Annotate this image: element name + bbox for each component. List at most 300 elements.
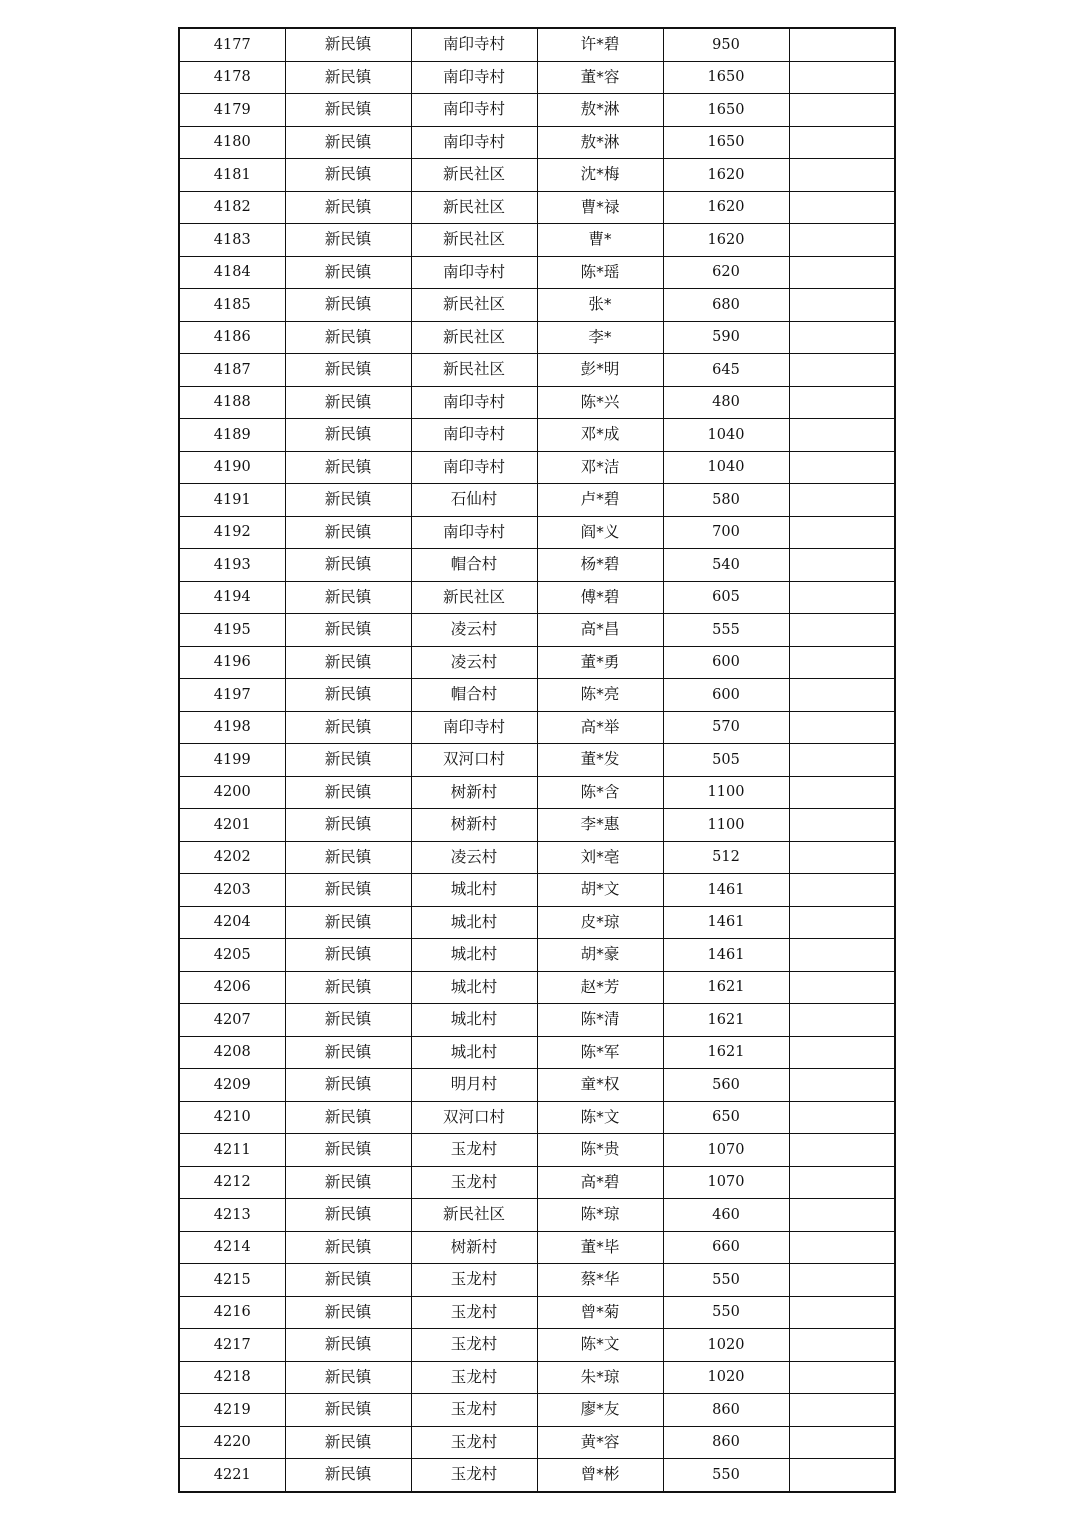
cell-village: 南印寺村 (411, 386, 537, 419)
cell-village: 城北村 (411, 939, 537, 972)
cell-amount: 1100 (663, 776, 789, 809)
cell-serial-number: 4183 (179, 224, 285, 257)
table-row (179, 28, 895, 61)
cell-person-name: 胡*文 (537, 874, 663, 907)
cell-note (789, 1199, 895, 1232)
cell-amount: 1650 (663, 126, 789, 159)
table-row (179, 451, 895, 484)
cell-amount: 650 (663, 1101, 789, 1134)
cell-town: 新民镇 (285, 1101, 411, 1134)
table-row (179, 841, 895, 874)
cell-person-name: 刘*亳 (537, 841, 663, 874)
cell-note (789, 256, 895, 289)
cell-town: 新民镇 (285, 516, 411, 549)
cell-note (789, 841, 895, 874)
cell-town: 新民镇 (285, 159, 411, 192)
cell-note (789, 419, 895, 452)
cell-town: 新民镇 (285, 451, 411, 484)
cell-note (789, 1459, 895, 1492)
cell-amount: 1070 (663, 1134, 789, 1167)
cell-serial-number: 4182 (179, 191, 285, 224)
cell-person-name: 董*毕 (537, 1231, 663, 1264)
cell-town: 新民镇 (285, 1166, 411, 1199)
cell-amount: 860 (663, 1426, 789, 1459)
cell-note (789, 1394, 895, 1427)
cell-serial-number: 4204 (179, 906, 285, 939)
cell-town: 新民镇 (285, 386, 411, 419)
cell-town: 新民镇 (285, 1394, 411, 1427)
table-row (179, 126, 895, 159)
cell-town: 新民镇 (285, 224, 411, 257)
cell-village: 新民社区 (411, 321, 537, 354)
cell-amount: 540 (663, 549, 789, 582)
cell-village: 南印寺村 (411, 419, 537, 452)
cell-person-name: 董*发 (537, 744, 663, 777)
cell-note (789, 28, 895, 61)
cell-note (789, 1101, 895, 1134)
cell-amount: 680 (663, 289, 789, 322)
cell-note (789, 711, 895, 744)
table-row (179, 971, 895, 1004)
cell-note (789, 1361, 895, 1394)
cell-amount: 605 (663, 581, 789, 614)
cell-amount: 550 (663, 1459, 789, 1492)
cell-village: 明月村 (411, 1069, 537, 1102)
cell-town: 新民镇 (285, 744, 411, 777)
cell-village: 树新村 (411, 1231, 537, 1264)
cell-person-name: 曾*菊 (537, 1296, 663, 1329)
cell-village: 玉龙村 (411, 1166, 537, 1199)
table-row (179, 61, 895, 94)
cell-town: 新民镇 (285, 256, 411, 289)
cell-amount: 512 (663, 841, 789, 874)
cell-town: 新民镇 (285, 841, 411, 874)
cell-village: 新民社区 (411, 289, 537, 322)
cell-town: 新民镇 (285, 61, 411, 94)
cell-note (789, 906, 895, 939)
table-row (179, 1459, 895, 1492)
cell-village: 南印寺村 (411, 28, 537, 61)
cell-village: 城北村 (411, 874, 537, 907)
table-row (179, 386, 895, 419)
cell-serial-number: 4195 (179, 614, 285, 647)
cell-person-name: 陈*瑶 (537, 256, 663, 289)
cell-town: 新民镇 (285, 321, 411, 354)
cell-amount: 1461 (663, 906, 789, 939)
table-row (179, 711, 895, 744)
cell-person-name: 曹*禄 (537, 191, 663, 224)
cell-person-name: 黄*容 (537, 1426, 663, 1459)
cell-village: 玉龙村 (411, 1459, 537, 1492)
cell-town: 新民镇 (285, 1264, 411, 1297)
table-row (179, 94, 895, 127)
cell-person-name: 陈*贵 (537, 1134, 663, 1167)
table-row (179, 354, 895, 387)
cell-person-name: 陈*军 (537, 1036, 663, 1069)
cell-note (789, 1004, 895, 1037)
table-row (179, 484, 895, 517)
cell-amount: 860 (663, 1394, 789, 1427)
cell-amount: 1070 (663, 1166, 789, 1199)
cell-serial-number: 4189 (179, 419, 285, 452)
cell-village: 新民社区 (411, 354, 537, 387)
cell-note (789, 1166, 895, 1199)
cell-village: 玉龙村 (411, 1329, 537, 1362)
cell-village: 玉龙村 (411, 1134, 537, 1167)
cell-note (789, 679, 895, 712)
table-row (179, 1361, 895, 1394)
cell-person-name: 陈*亮 (537, 679, 663, 712)
cell-village: 南印寺村 (411, 126, 537, 159)
cell-serial-number: 4220 (179, 1426, 285, 1459)
cell-amount: 550 (663, 1264, 789, 1297)
cell-person-name: 胡*豪 (537, 939, 663, 972)
table-row (179, 1329, 895, 1362)
cell-village: 玉龙村 (411, 1426, 537, 1459)
cell-person-name: 傅*碧 (537, 581, 663, 614)
table-row (179, 1101, 895, 1134)
cell-amount: 600 (663, 646, 789, 679)
cell-person-name: 陈*兴 (537, 386, 663, 419)
cell-serial-number: 4219 (179, 1394, 285, 1427)
cell-person-name: 阎*义 (537, 516, 663, 549)
table-row (179, 614, 895, 647)
cell-note (789, 289, 895, 322)
table-row (179, 1426, 895, 1459)
cell-amount: 1621 (663, 1004, 789, 1037)
cell-village: 新民社区 (411, 159, 537, 192)
cell-person-name: 敖*淋 (537, 94, 663, 127)
cell-note (789, 126, 895, 159)
cell-village: 南印寺村 (411, 94, 537, 127)
cell-serial-number: 4201 (179, 809, 285, 842)
cell-person-name: 董*容 (537, 61, 663, 94)
cell-person-name: 许*碧 (537, 28, 663, 61)
cell-amount: 550 (663, 1296, 789, 1329)
cell-person-name: 曹* (537, 224, 663, 257)
table-row (179, 646, 895, 679)
cell-person-name: 蔡*华 (537, 1264, 663, 1297)
cell-serial-number: 4178 (179, 61, 285, 94)
table-row (179, 581, 895, 614)
table-row (179, 744, 895, 777)
cell-note (789, 809, 895, 842)
cell-amount: 570 (663, 711, 789, 744)
cell-note (789, 874, 895, 907)
cell-person-name: 赵*芳 (537, 971, 663, 1004)
cell-village: 树新村 (411, 776, 537, 809)
cell-village: 石仙村 (411, 484, 537, 517)
cell-amount: 1020 (663, 1361, 789, 1394)
cell-village: 凌云村 (411, 614, 537, 647)
table-row (179, 1004, 895, 1037)
cell-town: 新民镇 (285, 1004, 411, 1037)
table-row (179, 1264, 895, 1297)
cell-amount: 1461 (663, 939, 789, 972)
cell-village: 城北村 (411, 1004, 537, 1037)
cell-serial-number: 4191 (179, 484, 285, 517)
cell-note (789, 94, 895, 127)
cell-village: 帽合村 (411, 679, 537, 712)
cell-amount: 1040 (663, 451, 789, 484)
cell-person-name: 敖*淋 (537, 126, 663, 159)
cell-amount: 480 (663, 386, 789, 419)
cell-town: 新民镇 (285, 419, 411, 452)
table-row (179, 419, 895, 452)
cell-person-name: 杨*碧 (537, 549, 663, 582)
cell-person-name: 高*举 (537, 711, 663, 744)
table-row (179, 224, 895, 257)
cell-village: 南印寺村 (411, 256, 537, 289)
cell-serial-number: 4205 (179, 939, 285, 972)
cell-village: 双河口村 (411, 744, 537, 777)
cell-amount: 1620 (663, 159, 789, 192)
cell-serial-number: 4185 (179, 289, 285, 322)
cell-serial-number: 4206 (179, 971, 285, 1004)
cell-amount: 620 (663, 256, 789, 289)
cell-town: 新民镇 (285, 1036, 411, 1069)
cell-note (789, 939, 895, 972)
subsidy-list-table (178, 27, 896, 1493)
cell-village: 玉龙村 (411, 1361, 537, 1394)
cell-note (789, 971, 895, 1004)
cell-person-name: 陈*文 (537, 1329, 663, 1362)
table-row (179, 191, 895, 224)
cell-town: 新民镇 (285, 191, 411, 224)
cell-note (789, 1296, 895, 1329)
table-row (179, 256, 895, 289)
cell-town: 新民镇 (285, 906, 411, 939)
cell-serial-number: 4207 (179, 1004, 285, 1037)
cell-village: 凌云村 (411, 841, 537, 874)
table-row (179, 1199, 895, 1232)
cell-note (789, 321, 895, 354)
cell-town: 新民镇 (285, 28, 411, 61)
cell-town: 新民镇 (285, 614, 411, 647)
cell-person-name: 邓*洁 (537, 451, 663, 484)
table-row (179, 874, 895, 907)
cell-town: 新民镇 (285, 939, 411, 972)
table-row (179, 159, 895, 192)
cell-note (789, 646, 895, 679)
cell-amount: 1621 (663, 1036, 789, 1069)
table-row (179, 776, 895, 809)
cell-note (789, 191, 895, 224)
cell-serial-number: 4202 (179, 841, 285, 874)
cell-village: 玉龙村 (411, 1394, 537, 1427)
cell-note (789, 159, 895, 192)
cell-village: 南印寺村 (411, 61, 537, 94)
cell-town: 新民镇 (285, 1134, 411, 1167)
cell-note (789, 776, 895, 809)
cell-town: 新民镇 (285, 1329, 411, 1362)
cell-serial-number: 4197 (179, 679, 285, 712)
cell-amount: 1100 (663, 809, 789, 842)
table-row (179, 1166, 895, 1199)
cell-village: 新民社区 (411, 581, 537, 614)
cell-town: 新民镇 (285, 1426, 411, 1459)
cell-person-name: 李*惠 (537, 809, 663, 842)
table-body (179, 28, 895, 1492)
table-row (179, 1134, 895, 1167)
cell-town: 新民镇 (285, 126, 411, 159)
cell-amount: 700 (663, 516, 789, 549)
cell-amount: 555 (663, 614, 789, 647)
cell-village: 玉龙村 (411, 1296, 537, 1329)
cell-town: 新民镇 (285, 1231, 411, 1264)
table-row (179, 1394, 895, 1427)
cell-person-name: 彭*明 (537, 354, 663, 387)
cell-serial-number: 4179 (179, 94, 285, 127)
cell-person-name: 董*勇 (537, 646, 663, 679)
cell-note (789, 1231, 895, 1264)
cell-note (789, 516, 895, 549)
cell-serial-number: 4212 (179, 1166, 285, 1199)
cell-serial-number: 4193 (179, 549, 285, 582)
cell-amount: 1020 (663, 1329, 789, 1362)
cell-serial-number: 4196 (179, 646, 285, 679)
cell-village: 南印寺村 (411, 516, 537, 549)
cell-note (789, 451, 895, 484)
cell-note (789, 224, 895, 257)
cell-note (789, 614, 895, 647)
cell-amount: 645 (663, 354, 789, 387)
cell-village: 双河口村 (411, 1101, 537, 1134)
table-row (179, 1231, 895, 1264)
cell-person-name: 张* (537, 289, 663, 322)
cell-serial-number: 4221 (179, 1459, 285, 1492)
cell-note (789, 1134, 895, 1167)
cell-serial-number: 4188 (179, 386, 285, 419)
cell-person-name: 廖*友 (537, 1394, 663, 1427)
cell-serial-number: 4190 (179, 451, 285, 484)
cell-amount: 1650 (663, 61, 789, 94)
table-row (179, 1296, 895, 1329)
cell-amount: 1461 (663, 874, 789, 907)
cell-amount: 1040 (663, 419, 789, 452)
cell-town: 新民镇 (285, 1069, 411, 1102)
cell-person-name: 朱*琼 (537, 1361, 663, 1394)
cell-note (789, 581, 895, 614)
cell-note (789, 386, 895, 419)
cell-village: 新民社区 (411, 191, 537, 224)
cell-serial-number: 4208 (179, 1036, 285, 1069)
cell-note (789, 1426, 895, 1459)
table-row (179, 549, 895, 582)
cell-note (789, 61, 895, 94)
cell-town: 新民镇 (285, 94, 411, 127)
cell-village: 新民社区 (411, 224, 537, 257)
cell-amount: 460 (663, 1199, 789, 1232)
cell-note (789, 549, 895, 582)
cell-town: 新民镇 (285, 679, 411, 712)
cell-note (789, 1036, 895, 1069)
cell-amount: 560 (663, 1069, 789, 1102)
cell-note (789, 1069, 895, 1102)
cell-town: 新民镇 (285, 1361, 411, 1394)
cell-amount: 580 (663, 484, 789, 517)
cell-town: 新民镇 (285, 549, 411, 582)
cell-town: 新民镇 (285, 1199, 411, 1232)
table-row (179, 289, 895, 322)
cell-serial-number: 4177 (179, 28, 285, 61)
cell-serial-number: 4187 (179, 354, 285, 387)
cell-note (789, 1264, 895, 1297)
cell-village: 南印寺村 (411, 451, 537, 484)
cell-serial-number: 4186 (179, 321, 285, 354)
page-table-container (178, 27, 894, 1493)
cell-village: 南印寺村 (411, 711, 537, 744)
table-row (179, 906, 895, 939)
cell-person-name: 陈*文 (537, 1101, 663, 1134)
cell-town: 新民镇 (285, 1296, 411, 1329)
cell-town: 新民镇 (285, 484, 411, 517)
cell-amount: 1620 (663, 191, 789, 224)
table-row (179, 939, 895, 972)
cell-person-name: 陈*含 (537, 776, 663, 809)
table-row (179, 1036, 895, 1069)
cell-serial-number: 4215 (179, 1264, 285, 1297)
cell-village: 城北村 (411, 1036, 537, 1069)
cell-town: 新民镇 (285, 971, 411, 1004)
cell-serial-number: 4216 (179, 1296, 285, 1329)
cell-note (789, 354, 895, 387)
cell-note (789, 1329, 895, 1362)
cell-person-name: 童*权 (537, 1069, 663, 1102)
cell-serial-number: 4213 (179, 1199, 285, 1232)
table-row (179, 1069, 895, 1102)
cell-person-name: 陈*琼 (537, 1199, 663, 1232)
cell-town: 新民镇 (285, 1459, 411, 1492)
cell-serial-number: 4218 (179, 1361, 285, 1394)
cell-amount: 1621 (663, 971, 789, 1004)
cell-town: 新民镇 (285, 711, 411, 744)
cell-serial-number: 4199 (179, 744, 285, 777)
cell-person-name: 卢*碧 (537, 484, 663, 517)
cell-amount: 505 (663, 744, 789, 777)
cell-serial-number: 4203 (179, 874, 285, 907)
cell-village: 新民社区 (411, 1199, 537, 1232)
cell-village: 城北村 (411, 906, 537, 939)
cell-amount: 600 (663, 679, 789, 712)
cell-town: 新民镇 (285, 354, 411, 387)
table-row (179, 809, 895, 842)
cell-town: 新民镇 (285, 581, 411, 614)
cell-town: 新民镇 (285, 776, 411, 809)
cell-serial-number: 4209 (179, 1069, 285, 1102)
cell-serial-number: 4181 (179, 159, 285, 192)
cell-serial-number: 4217 (179, 1329, 285, 1362)
cell-serial-number: 4210 (179, 1101, 285, 1134)
cell-note (789, 484, 895, 517)
cell-town: 新民镇 (285, 874, 411, 907)
cell-serial-number: 4198 (179, 711, 285, 744)
cell-serial-number: 4192 (179, 516, 285, 549)
cell-serial-number: 4184 (179, 256, 285, 289)
cell-village: 帽合村 (411, 549, 537, 582)
table-row (179, 679, 895, 712)
cell-serial-number: 4214 (179, 1231, 285, 1264)
table-row (179, 516, 895, 549)
cell-person-name: 高*昌 (537, 614, 663, 647)
cell-amount: 590 (663, 321, 789, 354)
cell-person-name: 沈*梅 (537, 159, 663, 192)
table-row (179, 321, 895, 354)
cell-person-name: 高*碧 (537, 1166, 663, 1199)
cell-serial-number: 4194 (179, 581, 285, 614)
cell-town: 新民镇 (285, 809, 411, 842)
cell-amount: 950 (663, 28, 789, 61)
